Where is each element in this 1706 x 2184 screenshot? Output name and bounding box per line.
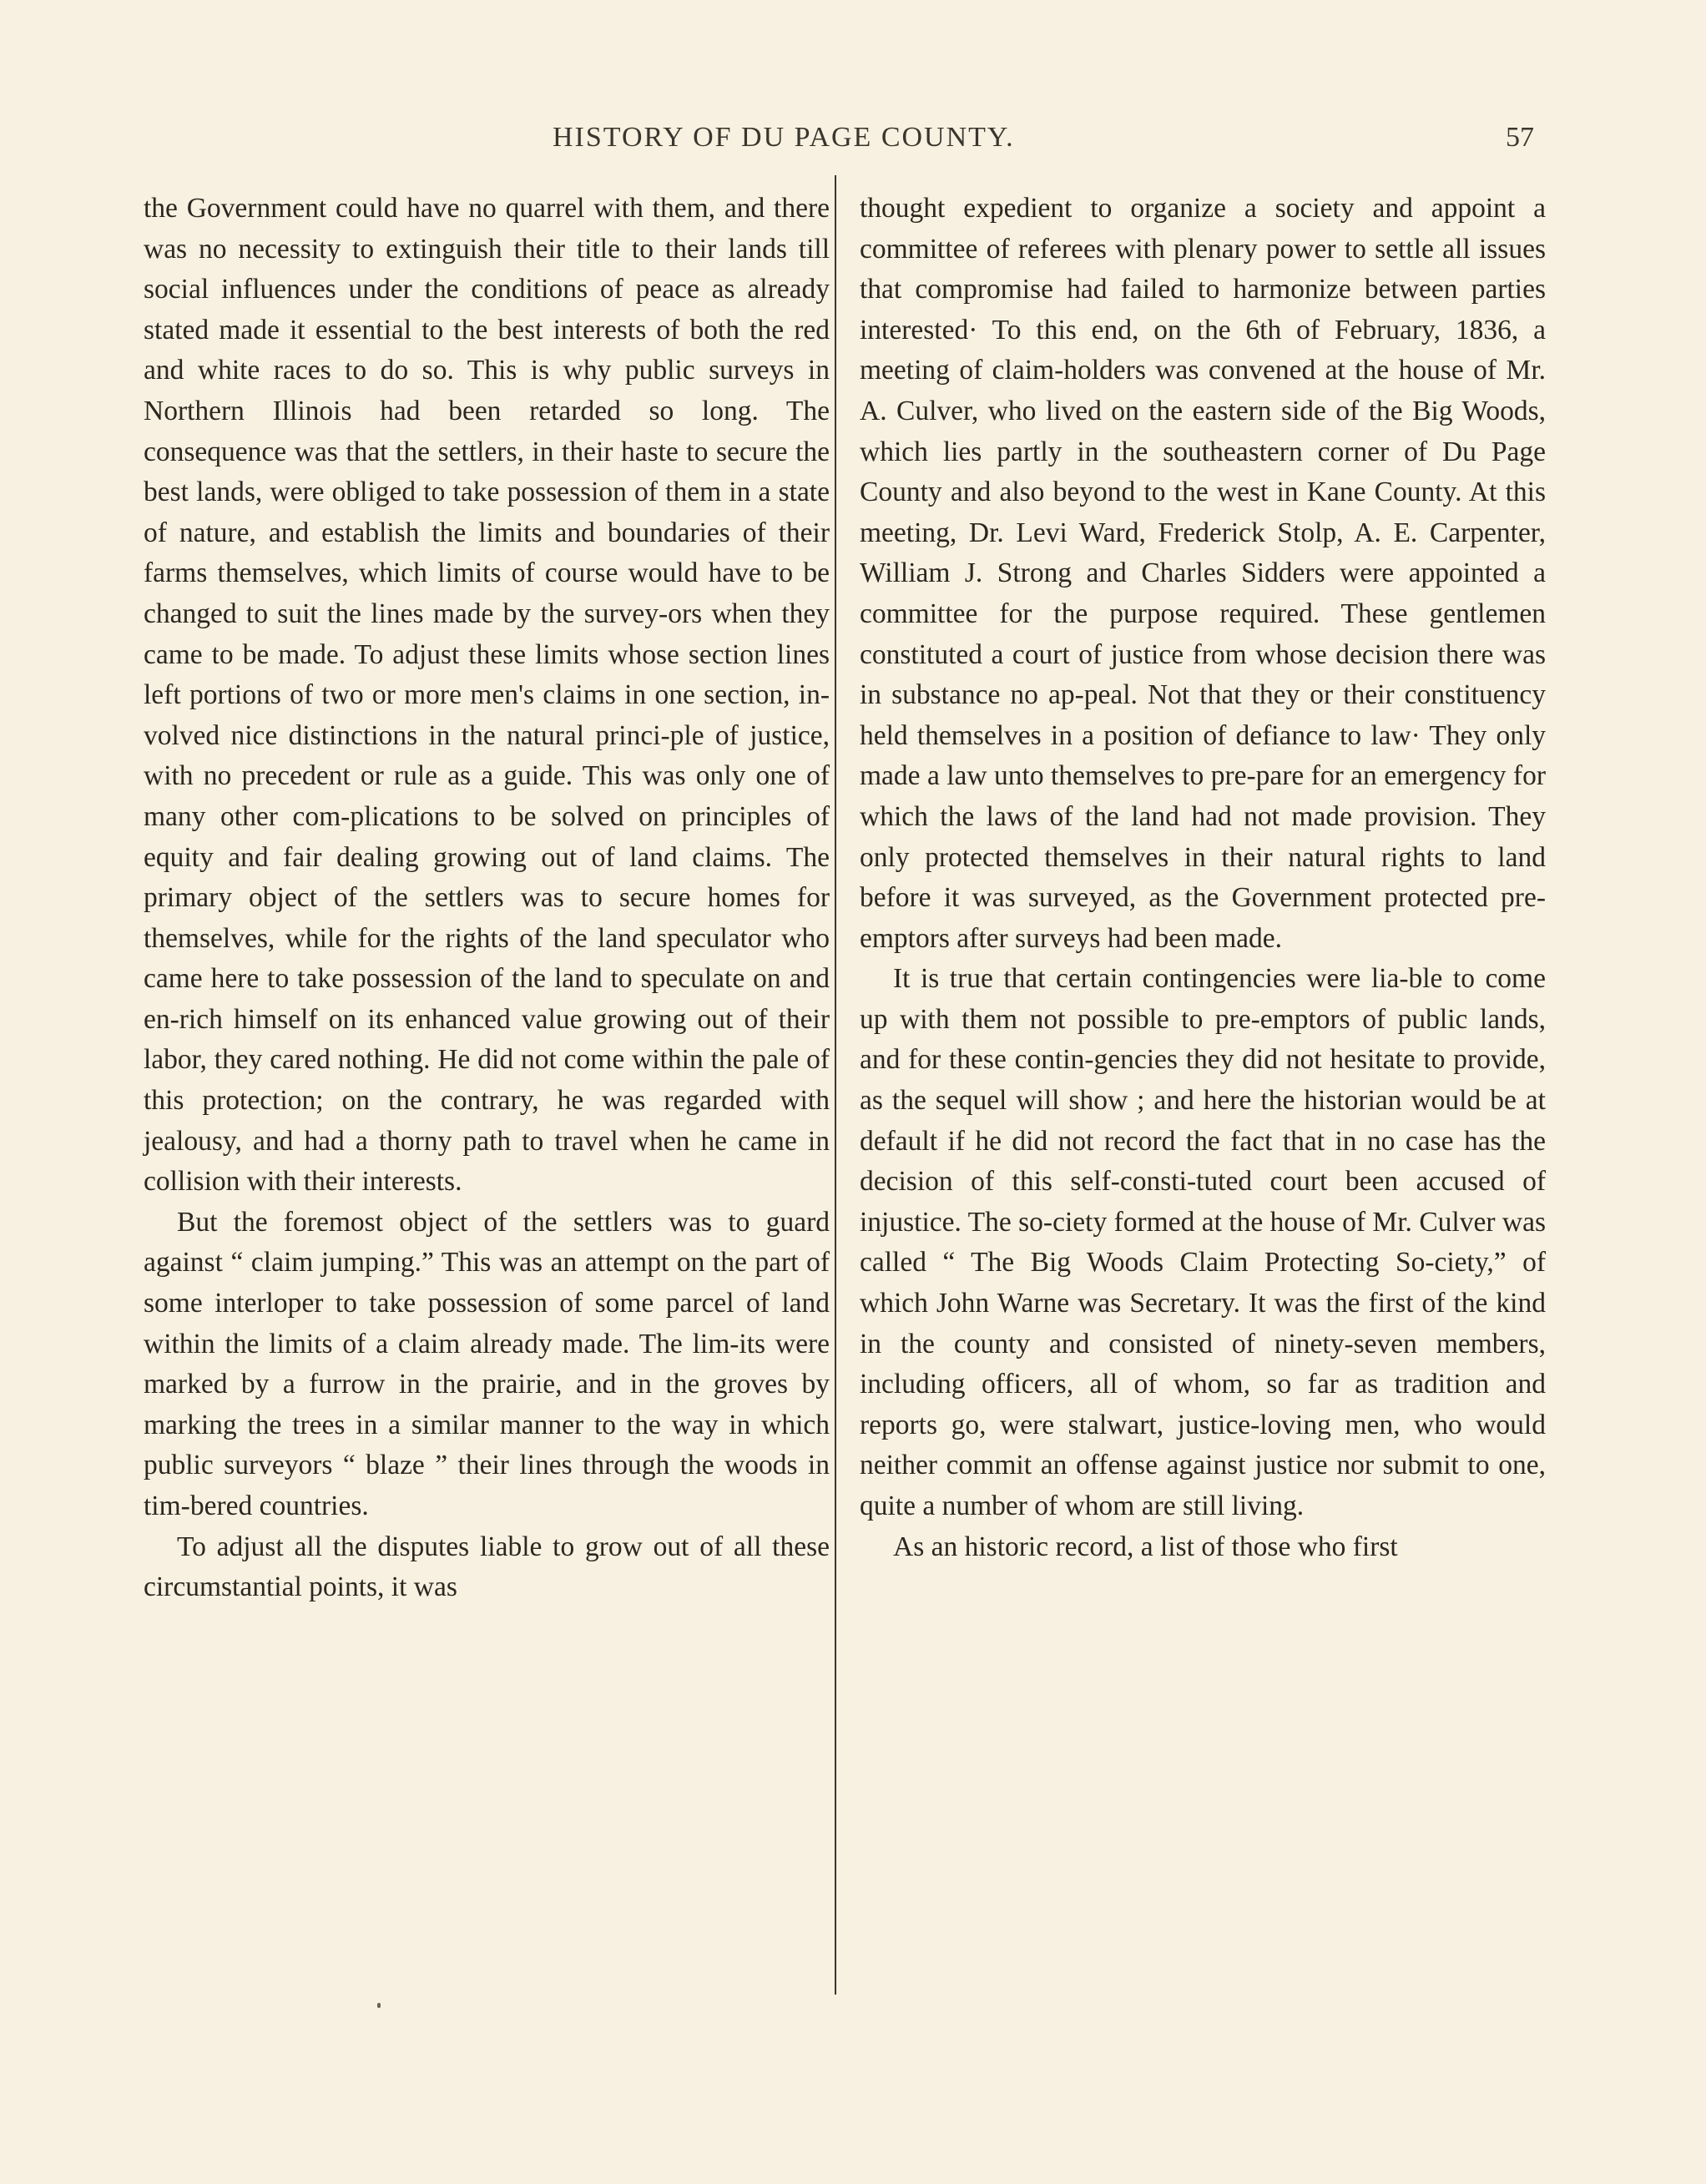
left-column — [144, 189, 830, 1608]
page-number: 57 — [1506, 122, 1534, 153]
paragraph: thought expedient to organize a society and appoint a committee of referees with plenary power to settle all issues that compromise had failed to harmonize between parties interested· To this end, on the 6th of February, 1836, a meeting of claim-holders was convened at the house of Mr. A. Culver, who lived on the eastern side of the Big Woods, which lies partly in the southeastern corner of Du Page County and also beyond to the west in Kane County. At this meeting, Dr. Levi Ward, Frederick Stolp, A. E. Carpenter, William J. Strong and Charles Sidders were appointed a committee for the purpose required. These gentlemen constituted a court of justice from whose decision there was in substance no ap-peal. Not that they or their constituency held themselves in a position of defiance to law· They only made a law unto themselves to pre-pare for an emergency for which the laws of the land had not made provision. They only protected themselves in their natural rights to land before it was surveyed, as the Government protected pre-emptors after surveys had been made. — [860, 193, 1546, 954]
column-divider — [835, 175, 836, 1995]
right-column — [860, 189, 1546, 1567]
running-title: HISTORY OF DU PAGE COUNTY. — [553, 122, 1015, 153]
paragraph: As an historic record, a list of those who first — [893, 1531, 1398, 1562]
running-head — [0, 122, 1706, 155]
print-blemish — [377, 2003, 381, 2008]
paragraph: It is true that certain contingencies were lia-ble to come up with them not possible to pre-emptors of public lands, and for these contin-gencies they did not hesitate to provide, as the sequel will show ; and here the historian would be at default if he did not record the fact that in no case has the decision of this self-consti-tuted court been accused of injustice. The so-ciety formed at the house of Mr. Culver was called “ The Big Woods Claim Protecting So-ciety,” of which John Warne was Secretary. It was the first of the kind in the county and consisted of ninety-seven members, including officers, all of whom, so far as tradition and reports go, were stalwart, justice-loving men, who would neither commit an offense against justice nor submit to one, quite a number of whom are still living. — [860, 963, 1546, 1521]
paragraph: the Government could have no quarrel with them, and there was no necessity to extinguish their title to their lands till social influences under the conditions of peace as already stated made it essential to the best interests of both the red and white races to do so. This is why public surveys in Northern Illinois had been retarded so long. The consequence was that the settlers, in their haste to secure the best lands, were obliged to take possession of them in a state of nature, and establish the limits and boundaries of their farms themselves, which limits of course would have to be changed to suit the lines made by the survey-ors when they came to be made. To adjust these limits whose section lines left portions of two or more men's claims in one section, in-volved nice distinctions in the natural princi-ple of justice, with no precedent or rule as a guide. This was only one of many other com-plications to be solved on principles of equity and fair dealing growing out of land claims. The primary object of the settlers was to secure homes for themselves, while for the rights of the land speculator who came here to take possession of the land to speculate on and en-rich himself on its enhanced value growing out of their labor, they cared nothing. He did not come within the pale of this protection; on the contrary, he was regarded with jealousy, and had a thorny path to travel when he came in collision with their interests. — [144, 193, 830, 1198]
paragraph: To adjust all the disputes liable to grow out of all these circumstantial points, it was — [144, 1531, 830, 1603]
paragraph: But the foremost object of the settlers was to guard against “ claim jumping.” This was an attempt on the part of some interloper to take possession of some parcel of land within the limits of a claim already made. The lim-its were marked by a furrow in the prairie, and in the groves by marking the trees in a similar manner to the way in which public surveyors “ blaze ” their lines through the woods in tim-bered countries. — [144, 1206, 830, 1521]
